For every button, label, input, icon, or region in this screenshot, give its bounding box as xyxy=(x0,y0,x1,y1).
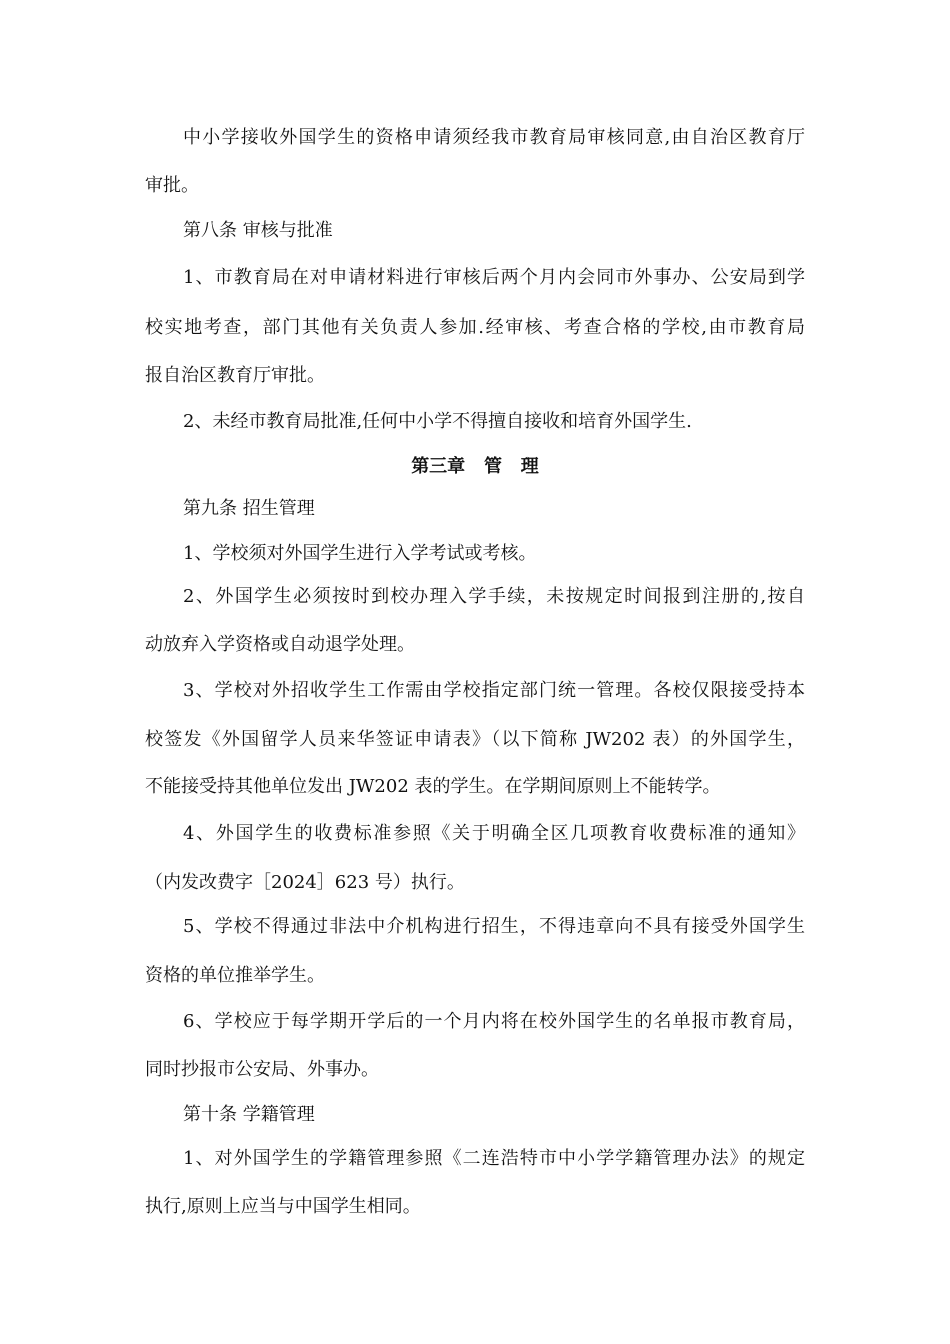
paragraph-line: 动放弃入学资格或自动退学处理。 xyxy=(145,634,415,655)
paragraph-line: 不能接受持其他单位发出 JW202 表的学生。在学期间原则上不能转学。 xyxy=(145,776,721,797)
paragraph-line: 校实地考查，部门其他有关负责人参加.经审核、考查合格的学校,由市教育局 xyxy=(145,317,805,338)
article-heading: 第八条 审核与批准 xyxy=(183,220,333,241)
paragraph-line: 资格的单位推举学生。 xyxy=(145,965,325,986)
paragraph-line: 1、对外国学生的学籍管理参照《二连浩特市中小学学籍管理办法》的规定 xyxy=(183,1148,805,1169)
paragraph-line: 2、未经市教育局批准,任何中小学不得擅自接收和培育外国学生. xyxy=(183,411,692,432)
paragraph-line: 2、外国学生必须按时到校办理入学手续，未按规定时间报到注册的,按自 xyxy=(183,586,805,607)
paragraph-line: 1、学校须对外国学生进行入学考试或考核。 xyxy=(183,543,537,564)
paragraph-line: 4、外国学生的收费标准参照《关于明确全区几项教育收费标准的通知》 xyxy=(183,823,805,844)
paragraph-line: 报自治区教育厅审批。 xyxy=(145,365,325,386)
paragraph-line: 3、学校对外招收学生工作需由学校指定部门统一管理。各校仅限接受持本 xyxy=(183,680,805,701)
paragraph-line: 同时抄报市公安局、外事办。 xyxy=(145,1059,379,1080)
paragraph-line: 中小学接收外国学生的资格申请须经我市教育局审核同意,由自治区教育厅 xyxy=(183,127,805,148)
article-heading: 第九条 招生管理 xyxy=(183,498,315,519)
paragraph-line: 1、市教育局在对申请材料进行审核后两个月内会同市外事办、公安局到学 xyxy=(183,267,805,288)
paragraph-line: 校签发《外国留学人员来华签证申请表》（以下简称 JW202 表）的外国学生， xyxy=(145,729,805,750)
paragraph-line: 执行,原则上应当与中国学生相同。 xyxy=(145,1196,421,1217)
paragraph-line: 5、学校不得通过非法中介机构进行招生，不得违章向不具有接受外国学生 xyxy=(183,916,805,937)
paragraph-line: （内发改费字［2024］623 号）执行。 xyxy=(145,872,465,893)
paragraph-line: 审批。 xyxy=(145,175,199,196)
chapter-heading: 第三章 管 理 xyxy=(411,456,539,477)
paragraph-line: 6、学校应于每学期开学后的一个月内将在校外国学生的名单报市教育局， xyxy=(183,1011,805,1032)
article-heading: 第十条 学籍管理 xyxy=(183,1104,315,1125)
